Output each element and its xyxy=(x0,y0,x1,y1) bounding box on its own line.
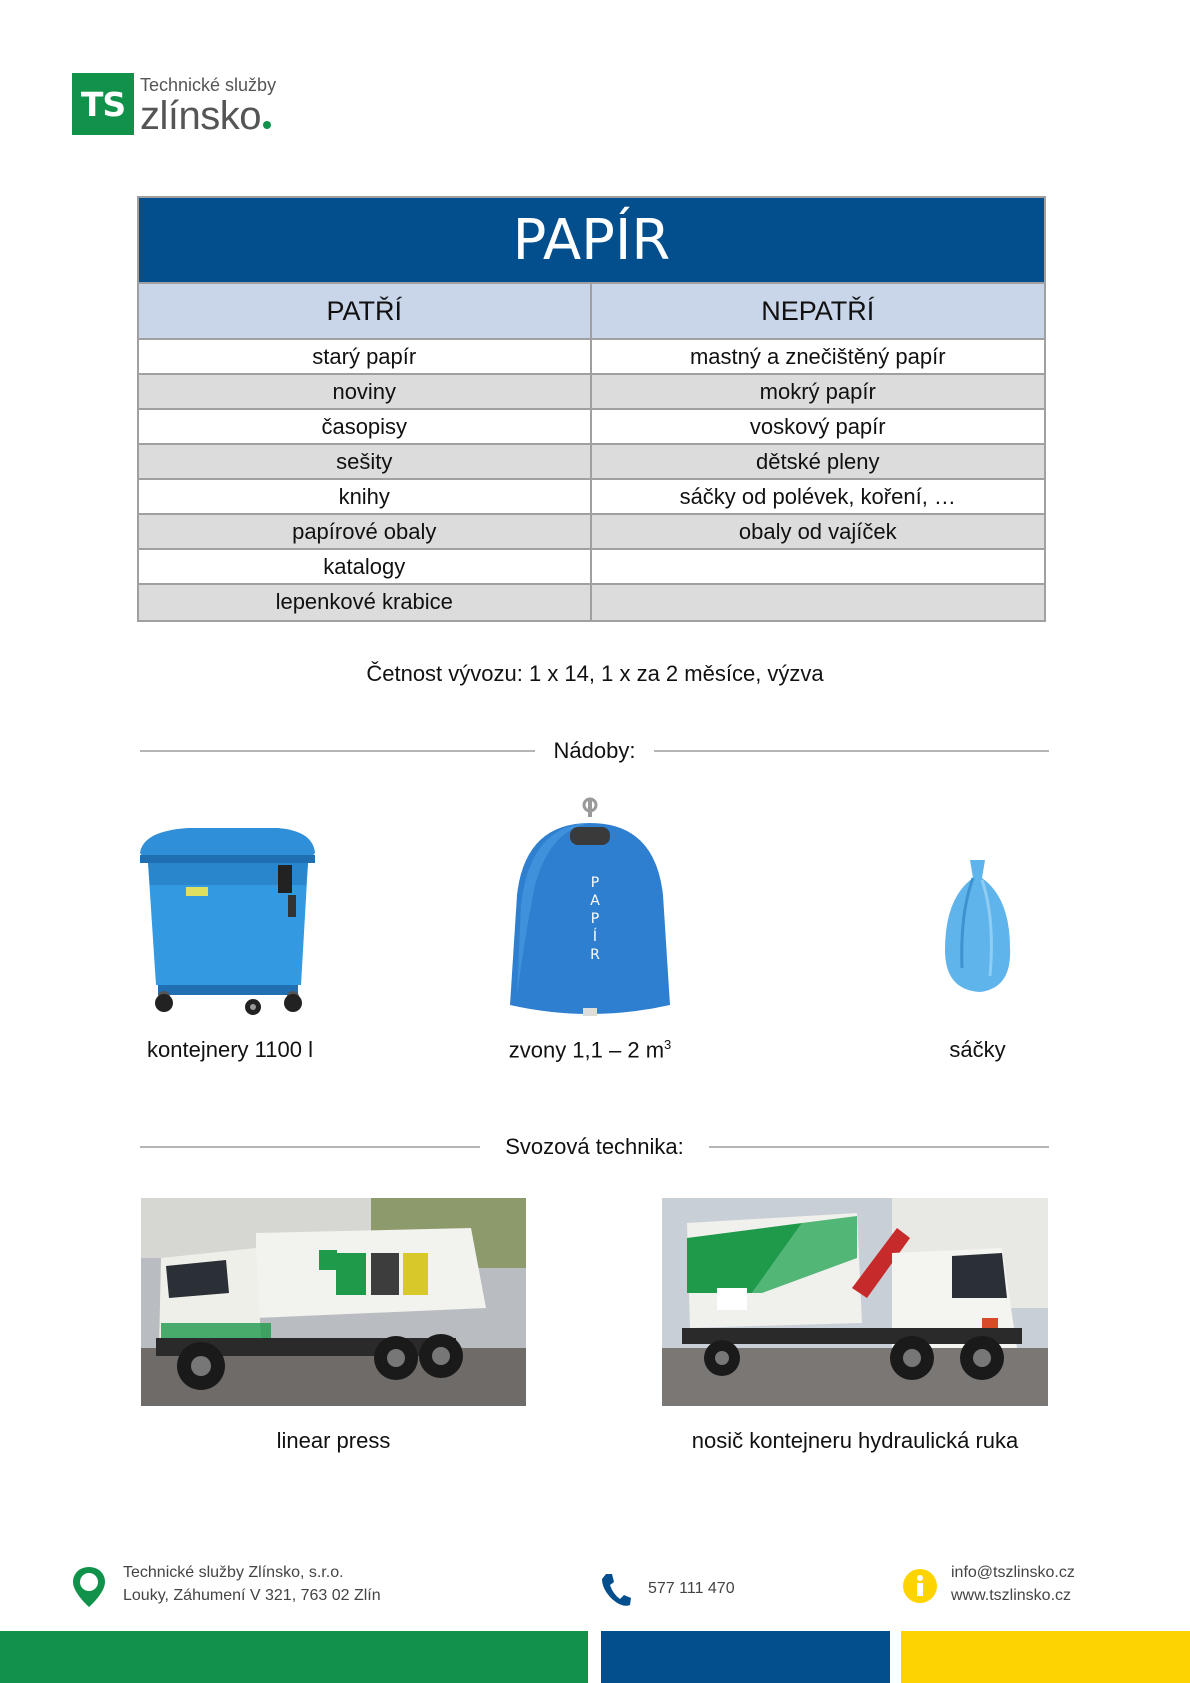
svg-text:A: A xyxy=(590,893,600,909)
cell-not-belongs: obaly od vajíček xyxy=(738,519,897,544)
cell-belongs: časopisy xyxy=(139,410,592,443)
table-row xyxy=(139,480,1044,515)
cell-not-belongs: voskový papír xyxy=(749,414,886,439)
cell-not-belongs: mastný a znečištěný papír xyxy=(689,344,946,369)
table-row xyxy=(139,550,1044,585)
cell-belongs: lepenkové krabice xyxy=(139,585,592,620)
cell-not-belongs xyxy=(592,550,1045,583)
footer-phone[interactable]: 577 111 470 xyxy=(648,1580,735,1597)
linear-press-truck-photo xyxy=(141,1198,526,1406)
cell-belongs: knihy xyxy=(139,480,592,513)
logo-mark: TS xyxy=(72,73,134,135)
footer-address-block xyxy=(123,1561,381,1607)
cell-belongs: katalogy xyxy=(139,550,592,583)
svg-text:R: R xyxy=(590,947,600,963)
footer-email[interactable]: info@tszlinsko.cz xyxy=(951,1564,1075,1581)
table-row xyxy=(139,375,1044,410)
cell-belongs: starý papír xyxy=(139,340,592,373)
table-row xyxy=(139,410,1044,445)
cell-belongs: papírové obaly xyxy=(139,515,592,548)
footer-address: Louky, Záhumení V 321, 763 02 Zlín xyxy=(123,1587,381,1604)
footer-bar-green xyxy=(0,1631,588,1683)
info-icon xyxy=(902,1568,938,1604)
label-hook-lift: nosič kontejneru hydraulická ruka xyxy=(691,1428,1019,1453)
hook-lift-truck-photo xyxy=(662,1198,1048,1406)
cell-belongs: noviny xyxy=(139,375,592,408)
cell-not-belongs xyxy=(592,585,1045,620)
logo-dot xyxy=(263,121,271,129)
table-row xyxy=(139,585,1044,620)
footer-web[interactable]: www.tszlinsko.cz xyxy=(951,1587,1072,1604)
company-logo xyxy=(72,73,276,136)
cell-belongs: sešity xyxy=(139,445,592,478)
bell-label: P xyxy=(590,875,600,891)
footer-company: Technické služby Zlínsko, s.r.o. xyxy=(123,1564,344,1581)
label-containers: kontejnery 1100 l xyxy=(147,1037,313,1062)
svg-text:P: P xyxy=(590,911,600,927)
table-row xyxy=(139,515,1044,550)
footer-bar-blue xyxy=(601,1631,890,1683)
wheelie-bin-image xyxy=(128,825,328,1025)
location-pin-icon xyxy=(71,1565,107,1609)
footer-contact-block xyxy=(951,1561,1075,1607)
collection-frequency: Četnost vývozu: 1 x 14, 1 x za 2 měsíce, výzva xyxy=(366,661,824,686)
bag-image xyxy=(940,858,1015,998)
table-row xyxy=(139,445,1044,480)
table-title: PAPÍR xyxy=(139,198,1044,284)
vehicles-heading: Svozová technika: xyxy=(505,1134,684,1159)
waste-sorting-table xyxy=(137,196,1046,622)
logo-wordmark: zlínsko xyxy=(140,95,276,137)
label-linear-press: linear press xyxy=(276,1428,391,1453)
phone-icon xyxy=(600,1572,632,1608)
table-header-row xyxy=(139,284,1044,340)
header-not-belongs: NEPATŘÍ xyxy=(761,296,875,326)
cell-not-belongs: sáčky od polévek, koření, … xyxy=(679,484,956,509)
svg-text:Í: Í xyxy=(592,929,598,945)
table-body xyxy=(139,340,1044,620)
label-bells: zvony 1,1 – 2 $m^3$ xyxy=(508,1037,672,1063)
vehicles-divider xyxy=(140,1133,1049,1161)
table-row xyxy=(139,340,1044,375)
cell-not-belongs: dětské pleny xyxy=(755,449,880,474)
logo-tagline: Technické služby xyxy=(140,75,277,95)
label-bags: sáčky xyxy=(949,1037,1006,1062)
cell-not-belongs: mokrý papír xyxy=(759,379,876,404)
footer-bar-yellow xyxy=(901,1631,1190,1683)
containers-heading: Nádoby: xyxy=(553,738,636,763)
containers-divider xyxy=(140,737,1049,765)
bell-container-image xyxy=(495,795,685,1025)
header-belongs: PATŘÍ xyxy=(139,284,592,338)
